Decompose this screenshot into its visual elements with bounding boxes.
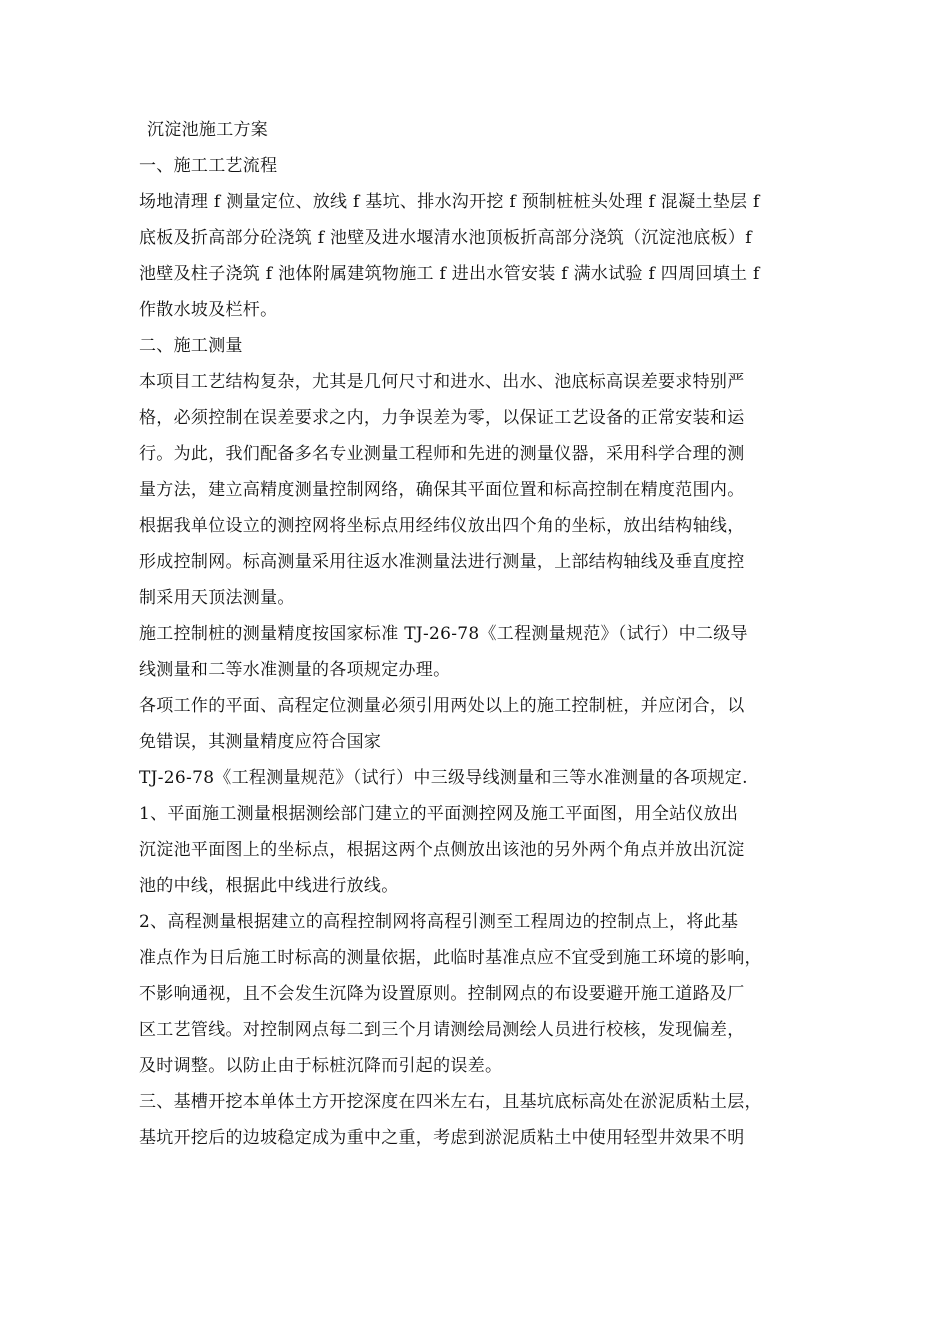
section-heading: 一、施工工艺流程 xyxy=(139,156,278,176)
paragraph-line: 场地清理 f 测量定位、放线 f 基坑、排水沟开挖 f 预制桩桩头处理 f 混凝土垫层 f xyxy=(139,192,760,212)
paragraph-line: 免错误，其测量精度应符合国家 xyxy=(139,732,382,752)
paragraph-line: 池壁及柱子浇筑 f 池体附属建筑物施工 f 进出水管安装 f 满水试验 f 四周回填土 f xyxy=(139,264,760,284)
paragraph-line: 区工艺管线。对控制网点每二到三个月请测绘局测绘人员进行校核，发现偏差， xyxy=(139,1020,745,1040)
paragraph-line: 形成控制网。标高测量采用往返水准测量法进行测量，上部结构轴线及垂直度控 xyxy=(139,552,745,572)
paragraph-line: 1、平面施工测量根据测绘部门建立的平面测控网及施工平面图，用全站仪放出 xyxy=(139,804,739,824)
paragraph-line: 格，必须控制在误差要求之内，力争误差为零，以保证工艺设备的正常安装和运 xyxy=(139,408,745,428)
paragraph-line: TJ-26-78《工程测量规范》（试行）中三级导线测量和三等水准测量的各项规定. xyxy=(139,768,748,788)
paragraph-line: 本项目工艺结构复杂，尤其是几何尺寸和进水、出水、池底标高误差要求特别严 xyxy=(139,372,745,392)
paragraph-line: 施工控制桩的测量精度按国家标准 TJ-26-78《工程测量规范》（试行）中二级导 xyxy=(139,624,748,644)
paragraph-line: 作散水坡及栏杆。 xyxy=(139,300,278,320)
paragraph-line: 不影响通视，且不会发生沉降为设置原则。控制网点的布设要避开施工道路及厂 xyxy=(139,984,745,1004)
paragraph-line: 基坑开挖后的边坡稳定成为重中之重，考虑到淤泥质粘土中使用轻型井效果不明 xyxy=(139,1128,745,1148)
paragraph-line: 沉淀池平面图上的坐标点，根据这两个点侧放出该池的另外两个角点并放出沉淀 xyxy=(139,840,745,860)
document-title: 沉淀池施工方案 xyxy=(147,120,269,140)
paragraph-line: 底板及折高部分砼浇筑 f 池壁及进水堰清水池顶板折高部分浇筑（沉淀池底板）f xyxy=(139,228,752,248)
paragraph-line: 各项工作的平面、高程定位测量必须引用两处以上的施工控制桩，并应闭合，以 xyxy=(139,696,745,716)
paragraph-line: 池的中线，根据此中线进行放线。 xyxy=(139,876,399,896)
paragraph-line: 行。为此，我们配备多名专业测量工程师和先进的测量仪器，采用科学合理的测 xyxy=(139,444,745,464)
section-heading: 二、施工测量 xyxy=(139,336,243,356)
paragraph-line: 制采用天顶法测量。 xyxy=(139,588,295,608)
paragraph-line: 根据我单位设立的测控网将坐标点用经纬仪放出四个角的坐标，放出结构轴线， xyxy=(139,516,745,536)
paragraph-line: 准点作为日后施工时标高的测量依据，此临时基准点应不宜受到施工环境的影响， xyxy=(139,948,762,968)
document-body xyxy=(139,118,829,1162)
paragraph-line: 及时调整。以防止由于标桩沉降而引起的误差。 xyxy=(139,1056,503,1076)
paragraph-line: 2、高程测量根据建立的高程控制网将高程引测至工程周边的控制点上，将此基 xyxy=(139,912,739,932)
paragraph-line: 量方法，建立高精度测量控制网络，确保其平面位置和标高控制在精度范围内。 xyxy=(139,480,745,500)
paragraph-line: 线测量和二等水准测量的各项规定办理。 xyxy=(139,660,451,680)
section-heading: 三、基槽开挖本单体土方开挖深度在四米左右，且基坑底标高处在淤泥质粘土层， xyxy=(139,1092,762,1112)
